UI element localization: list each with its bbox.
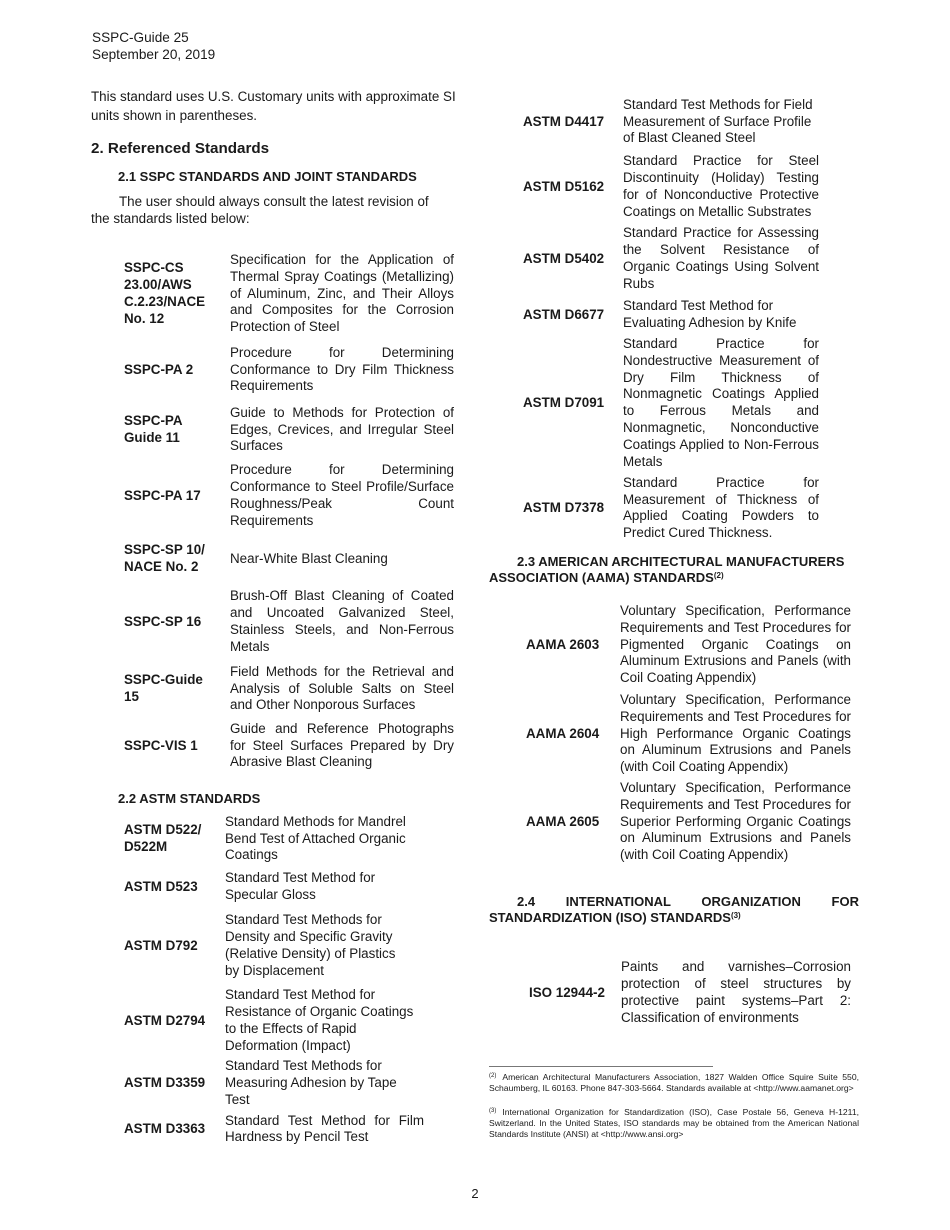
standard-description: Standard Practice for Measurement of Thickness of Applied Coating Powders to Predict Cured Thickness.: [623, 474, 819, 541]
standard-code: AAMA 2605: [526, 813, 600, 829]
standard-code: ASTM D2794: [124, 1012, 206, 1028]
footnote-mark: (3): [489, 1108, 497, 1114]
table-row: [124, 534, 454, 584]
table-row: [124, 338, 454, 402]
footnote: [489, 1107, 859, 1141]
aama-heading-text: ASSOCIATION (AAMA) STANDARDS: [489, 570, 714, 585]
table-row: [124, 866, 424, 908]
table-row: [124, 908, 424, 984]
page-number: 2: [471, 1186, 479, 1201]
standard-code: SSPC-PA Guide 11: [124, 413, 183, 445]
table-row: [124, 1058, 424, 1108]
footnote-ref: (3): [730, 911, 741, 920]
standard-description: Procedure for Determining Conformance to Steel Profile/Surface Roughness/Peak Count Requirements: [230, 462, 454, 528]
aama-standards-table: [526, 601, 851, 865]
standard-description: Field Methods for the Retrieval and Analysis of Soluble Salts on Steel and Other Nonporous Surfaces: [230, 663, 454, 713]
table-row: [523, 294, 819, 336]
table-row: [526, 601, 851, 689]
standard-code: SSPC-PA 17: [124, 487, 201, 503]
standard-code: ASTM D7378: [523, 499, 605, 515]
standard-code: SSPC-PA 2: [124, 361, 194, 377]
standard-code: ASTM D4417: [523, 113, 605, 129]
standard-description: Specification for the Application of Thermal Spray Coatings (Metallizing) of Aluminum, Zinc, and Their Alloys and Composites for the Corrosion Protection of Steel: [230, 252, 454, 335]
standard-code: ISO 12944-2: [529, 984, 605, 1000]
standard-description: Voluntary Specification, Performance Requirements and Test Procedures for High Performance Organic Coatings on Aluminum Extrusions and Panels (with Coil Coating Appendix): [620, 692, 851, 775]
aama-standards-heading-cont: [489, 570, 724, 587]
standard-code: AAMA 2603: [526, 636, 600, 652]
standard-description: Standard Practice for Assessing the Solvent Resistance of Organic Coatings Using Solvent Rubs: [623, 225, 819, 291]
standard-description: Standard Practice for Nondestructive Measurement of Dry Film Thickness of Nonmagnetic Coatings Applied to Ferrous Metals and Nonmagnetic, Nonconductive Coatings Applied to Non-Ferrous Metals: [623, 336, 819, 469]
units-note: This standard uses U.S. Customary units with approximate SI units shown in parentheses.: [91, 89, 456, 123]
sspc-standards-heading: 2.1 SSPC STANDARDS AND JOINT STANDARDS: [118, 169, 417, 184]
standard-description: Standard Test Method for Resistance of Organic Coatings to the Effects of Rapid Deformation (Impact): [225, 987, 414, 1053]
standard-description: Near-White Blast Cleaning: [230, 550, 388, 566]
table-row: [523, 336, 819, 470]
footnote: [489, 1072, 859, 1094]
standard-description: Standard Test Methods for Measuring Adhesion by Tape Test: [225, 1058, 397, 1107]
standard-code: ASTM D7091: [523, 394, 605, 410]
doc-date: September 20, 2019: [92, 47, 216, 62]
standard-code: ASTM D5402: [523, 250, 605, 266]
standard-description: Paints and varnishes–Corrosion protection of steel structures by protective paint systems–Part 2: Classification of environments: [621, 959, 851, 1025]
table-row: [526, 779, 851, 865]
footnote-divider: [489, 1066, 713, 1067]
standard-code: SSPC-SP 16: [124, 613, 202, 629]
astm-standards-table-left: [124, 812, 424, 1150]
doc-id: SSPC-Guide 25: [92, 30, 189, 45]
iso-standards-heading: 2.4 INTERNATIONAL ORGANIZATION FOR: [517, 894, 859, 909]
table-row: [124, 458, 454, 534]
iso-standards-table: [529, 958, 851, 1028]
standard-description: Standard Test Methods for Density and Specific Gravity (Relative Density) of Plastics by Displacement: [225, 912, 396, 978]
standard-code: AAMA 2604: [526, 725, 600, 741]
table-row: [124, 660, 454, 718]
standard-code: ASTM D5162: [523, 178, 605, 194]
footnote-text: International Organization for Standardization (ISO), Case Postale 56, Geneva H-1211, Switzerland. In the United States, ISO standards may be obtained from the American National Standards Institute (ANSI) at <http://www.ansi.org>: [489, 1107, 859, 1140]
standard-code: SSPC-CS 23.00/AWS C.2.23/NACE No. 12: [124, 260, 206, 326]
standard-description: Standard Test Method for Evaluating Adhesion by Knife: [623, 298, 797, 330]
standard-code: ASTM D3359: [124, 1074, 206, 1090]
standard-code: SSPC-VIS 1: [124, 737, 198, 753]
footnote-mark: (2): [489, 1073, 497, 1079]
table-row: [526, 689, 851, 779]
table-row: [523, 224, 819, 294]
sspc-standards-table: [124, 250, 454, 774]
table-row: [124, 718, 454, 774]
table-row: [124, 402, 454, 458]
standard-description: Voluntary Specification, Performance Requirements and Test Procedures for Superior Performing Organic Coatings on Aluminum Extrusions and Panels (with Coil Coating Appendix): [620, 780, 851, 863]
standard-code: SSPC-SP 10/ NACE No. 2: [124, 542, 205, 574]
standard-code: ASTM D792: [124, 937, 198, 953]
standard-description: Guide to Methods for Protection of Edges, Crevices, and Irregular Steel Surfaces: [230, 404, 454, 454]
standard-description: Standard Methods for Mandrel Bend Test of Attached Organic Coatings: [225, 813, 406, 863]
standard-description: Guide and Reference Photographs for Steel Surfaces Prepared by Dry Abrasive Blast Cleaning: [230, 720, 454, 770]
standard-code: ASTM D522/ D522M: [124, 822, 202, 854]
table-row: [124, 1108, 424, 1150]
iso-heading-text: STANDARDIZATION (ISO) STANDARDS: [489, 910, 731, 925]
standard-description: Procedure for Determining Conformance to Dry Film Thickness Requirements: [230, 344, 454, 394]
standard-description: Standard Test Method for Film Hardness by Pencil Test: [225, 1112, 424, 1145]
sspc-standards-text: The user should always consult the latest revision of the standards listed below:: [91, 194, 429, 226]
table-row: [529, 958, 851, 1028]
table-row: [124, 250, 454, 338]
table-row: [124, 584, 454, 660]
standard-description: Standard Test Methods for Field Measurement of Surface Profile of Blast Cleaned Steel: [623, 96, 813, 146]
table-row: [523, 94, 819, 150]
section-title: 2. Referenced Standards: [91, 140, 270, 157]
footnote-ref: (2): [713, 571, 724, 580]
standard-description: Standard Test Method for Specular Gloss: [225, 870, 376, 902]
aama-standards-heading: 2.3 AMERICAN ARCHITECTURAL MANUFACTURERS: [517, 554, 845, 569]
standard-description: Brush-Off Blast Cleaning of Coated and Uncoated Galvanized Steel, Stainless Steels, and Non-Ferrous Metals: [230, 588, 454, 654]
table-row: [523, 150, 819, 224]
table-row: [124, 812, 424, 866]
table-row: [124, 984, 424, 1058]
standard-code: SSPC-Guide 15: [124, 672, 203, 704]
standard-description: Voluntary Specification, Performance Requirements and Test Procedures for Pigmented Organic Coatings on Aluminum Extrusions and Panels (with Coil Coating Appendix): [620, 603, 851, 686]
iso-standards-heading-cont: [489, 910, 741, 927]
standard-code: ASTM D3363: [124, 1120, 206, 1136]
astm-standards-table-right: [523, 94, 819, 546]
standard-code: ASTM D523: [124, 878, 198, 894]
table-row: [523, 470, 819, 546]
footnote-text: American Architectural Manufacturers Association, 1827 Walden Office Squire Suite 550, Schaumberg, IL 60163. Phone 847-303-5664. Standards available at <http://www.aamanet.org>: [489, 1072, 859, 1094]
page-header: [92, 29, 215, 63]
standard-code: ASTM D6677: [523, 306, 605, 322]
astm-standards-heading: 2.2 ASTM STANDARDS: [118, 791, 261, 806]
standard-description: Standard Practice for Steel Discontinuity (Holiday) Testing for of Nonconductive Protective Coatings on Metallic Substrates: [623, 153, 819, 219]
